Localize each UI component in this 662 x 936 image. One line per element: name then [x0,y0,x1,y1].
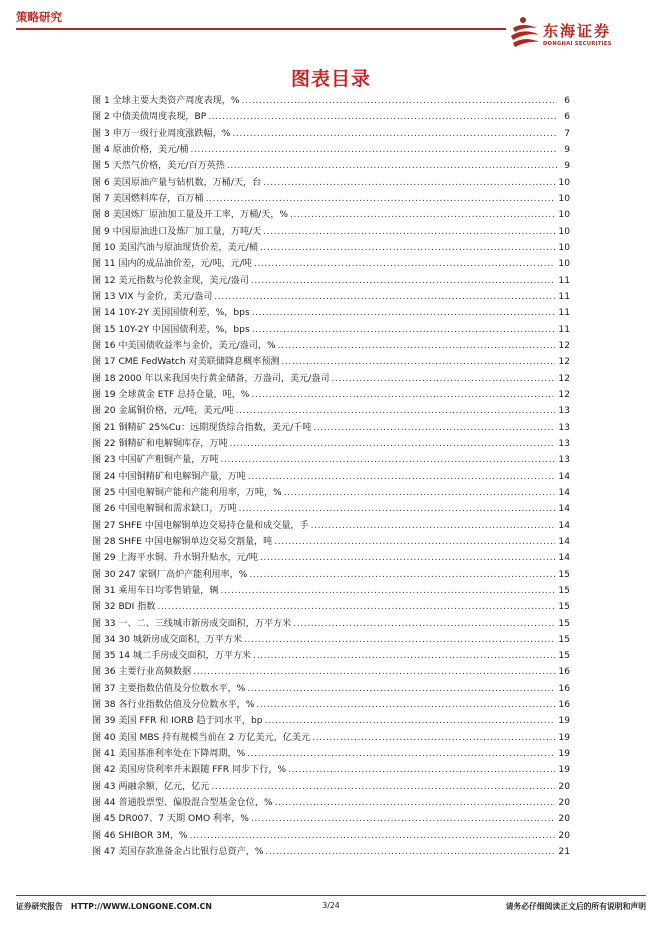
toc-entry[interactable] [92,779,570,795]
logo-chinese-name: 东海证券 [543,22,612,40]
toc-entry-label: 图 47 美国存款准备金占比银行总资产，% [92,847,264,858]
toc-entry-page: 14 [558,487,570,498]
toc-leader-dots [211,779,555,795]
toc-entry[interactable] [92,828,570,844]
toc-entry-label: 图 9 中国原油进口及炼厂加工量，万吨/天 [92,226,262,237]
toc-entry-label: 图 4 原油价格，美元/桶 [92,144,189,155]
toc-leader-dots [248,469,556,485]
toc-entry[interactable] [92,224,570,240]
toc-entry-page: 19 [558,765,570,776]
toc-entry-label: 图 37 主要指数估值及分位数水平，% [92,683,246,694]
toc-entry[interactable] [92,844,570,860]
toc-entry[interactable] [92,403,570,419]
toc-entry-page: 15 [558,634,570,645]
toc-leader-dots [190,142,557,158]
toc-entry-label: 图 40 美国 MBS 持有规模当前在 2 万亿美元，亿美元 [92,732,311,743]
toc-entry-label: 图 22 铜精矿和电解铜库存，万吨 [92,438,228,449]
toc-entry-label: 图 29 上海平水铜、升水铜升贴水，元/吨 [92,553,258,564]
toc-entry-label: 图 34 30 城新房成交面积，万平方米 [92,634,243,645]
section-label: 策略研究 [16,10,62,24]
toc-leader-dots [236,403,556,419]
toc-entry-label: 图 45 DR007、7 天期 OMO 利率，% [92,814,249,825]
toc-leader-dots [220,452,555,468]
toc-leader-dots [275,795,556,811]
toc-entry-page: 19 [558,732,570,743]
toc-entry-label: 图 35 14 城二手房成交面积，万平方米 [92,651,252,662]
toc-entry-page: 12 [558,357,570,368]
toc-entry-page: 19 [558,749,570,760]
toc-leader-dots [251,811,555,827]
toc-entry[interactable] [92,207,570,223]
toc-leader-dots [331,371,555,387]
toc-leader-dots [206,191,556,207]
toc-leader-dots [290,207,555,223]
toc-entry[interactable] [92,240,570,256]
toc-entry-page: 21 [558,847,570,858]
toc-entry[interactable] [92,762,570,778]
toc-leader-dots [260,550,556,566]
toc-entry[interactable] [92,599,570,615]
toc-entry-label: 图 20 金属铜价格，元/吨，美元/吨 [92,406,234,417]
toc-entry-page: 20 [558,798,570,809]
toc-entry[interactable] [92,664,570,680]
toc-entry[interactable] [92,518,570,534]
logo-mark-icon [509,10,541,50]
toc-entry-label: 图 17 CME FedWatch 对美联储降息概率预测 [92,357,280,368]
toc-entry-label: 图 13 VIX 与金价，美元/盎司 [92,291,213,302]
toc-entry-label: 图 6 美国原油产量与钻机数，万桶/天，台 [92,177,262,188]
toc-entry-label: 图 36 主要行业高频数据 [92,667,192,678]
toc-entry[interactable] [92,713,570,729]
toc-entry-label: 图 19 全球黄金 ETF 总持仓量，吨，% [92,389,250,400]
toc-leader-dots [252,305,556,321]
toc-leader-dots [254,256,556,272]
toc-entry-page: 13 [558,406,570,417]
toc-entry-page: 15 [558,569,570,580]
toc-leader-dots [251,273,556,289]
toc-entry-label: 图 26 中国电解铜和需求缺口，万吨 [92,504,237,515]
toc-leader-dots [220,583,555,599]
toc-entry[interactable] [92,501,570,517]
toc-entry-label: 图 24 中国铜精矿和电解铜产量，万吨 [92,471,246,482]
toc-entry-page: 10 [558,242,570,253]
toc-leader-dots [190,828,556,844]
toc-entry[interactable] [92,322,570,338]
toc-entry-label: 图 33 一、二、三线城市新房成交面积，万平方米 [92,618,292,629]
toc-entry[interactable] [92,126,570,142]
toc-leader-dots [293,616,555,632]
toc-entry-page: 13 [558,455,570,466]
toc-entry-label: 图 10 美国汽油与原油现货价差，美元/桶 [92,242,258,253]
toc-entry-page: 12 [558,340,570,351]
toc-entry-page: 16 [558,683,570,694]
header-divider [16,28,506,30]
footer-site: 证券研究报告 HTTP://WWW.LONGONE.COM.CN [16,902,212,911]
toc-entry-label: 图 11 国内的成品油价差，元/吨，元/吨 [92,259,252,270]
toc-entry-page: 10 [558,177,570,188]
toc-entry-label: 图 43 两融余额，亿元，亿元 [92,781,210,792]
toc-leader-dots [256,697,555,713]
toc-entry-page: 10 [558,193,570,204]
toc-entry[interactable] [92,142,570,158]
toc-entry-page: 16 [558,700,570,711]
toc-leader-dots [263,224,555,240]
toc-entry[interactable] [92,746,570,762]
toc-entry-page: 9 [564,161,570,172]
toc-entry-page: 11 [558,275,570,286]
toc-entry-label: 图 23 中国矿产粗铜产量，万吨 [92,455,219,466]
toc-entry-page: 14 [558,504,570,515]
toc-entry-label: 图 25 中国电解铜产能和产能利用率，万吨，% [92,487,282,498]
toc-entry-label: 图 28 SHFE 中国电解铜单边交易交割量，吨 [92,536,273,547]
toc-leader-dots [274,534,555,550]
toc-leader-dots [232,126,557,142]
toc-entry-page: 15 [558,651,570,662]
toc-title: 图表目录 [290,68,371,90]
toc-entry[interactable] [92,256,570,272]
toc-leader-dots [157,599,555,615]
toc-entry-label: 图 16 中美国债收益率与金价，美元/盎司，% [92,340,276,351]
toc-leader-dots [230,436,556,452]
toc-entry[interactable] [92,371,570,387]
toc-entry-label: 图 41 美国基准利率处在下降周期，% [92,749,246,760]
toc-entry[interactable] [92,93,570,109]
toc-entry-label: 图 3 申万一级行业周度涨跌幅，% [92,128,231,139]
toc-entry-label: 图 44 普通股票型、偏股混合型基金仓位，% [92,798,273,809]
page-number: 3/24 [322,901,340,910]
toc-entry-page: 11 [558,324,570,335]
toc-leader-dots [312,730,555,746]
toc-leader-dots [278,338,556,354]
toc-entry[interactable] [92,273,570,289]
toc-entry-page: 16 [558,667,570,678]
toc-entry-page: 9 [564,144,570,155]
toc-leader-dots [242,93,557,109]
toc-leader-dots [288,762,555,778]
toc-entry[interactable] [92,109,570,125]
toc-entry-label: 图 2 中债美债周度表现，BP [92,112,207,123]
toc-entry[interactable] [92,387,570,403]
toc-leader-dots [266,844,556,860]
toc-leader-dots [253,648,555,664]
toc-entry[interactable] [92,485,570,501]
toc-entry-page: 14 [558,471,570,482]
toc-entry-label: 图 5 天然气价格，美元/百万英热 [92,161,225,172]
toc-entry-page: 10 [558,210,570,221]
toc-entry-label: 图 42 美国房贷利率并未跟随 FFR 同步下行，% [92,765,287,776]
toc-entry[interactable] [92,730,570,746]
table-of-figures [92,93,570,860]
toc-entry-label: 图 8 美国炼厂原油加工量及开工率，万桶/天，% [92,210,289,221]
toc-entry-page: 20 [558,814,570,825]
toc-entry-label: 图 21 铜精矿 25%Cu：远期现货综合指数，美元/千吨 [92,422,312,433]
toc-entry[interactable] [92,305,570,321]
toc-entry-page: 10 [558,226,570,237]
toc-entry-label: 图 7 美国燃料库存，百万桶 [92,193,204,204]
toc-entry-page: 20 [558,830,570,841]
toc-entry-page: 19 [558,716,570,727]
toc-entry-label: 图 1 全球主要大类资产周度表现，% [92,96,240,106]
footer-divider [16,895,646,896]
toc-leader-dots [252,322,556,338]
toc-leader-dots [214,289,555,305]
footer-disclaimer: 请务必仔细阅读正文后的所有说明和声明 [505,902,646,911]
toc-entry[interactable] [92,420,570,436]
toc-entry-page: 7 [564,128,570,139]
toc-leader-dots [260,240,556,256]
toc-entry[interactable] [92,697,570,713]
toc-leader-dots [311,518,556,534]
toc-leader-dots [244,632,555,648]
toc-entry-label: 图 27 SHFE 中国电解铜单边交易持仓量和成交量，手 [92,520,309,531]
toc-entry[interactable] [92,338,570,354]
toc-entry[interactable] [92,452,570,468]
toc-entry-page: 14 [558,536,570,547]
toc-entry-page: 6 [564,112,570,123]
toc-entry-page: 20 [558,781,570,792]
company-logo [509,10,649,54]
toc-entry-label: 图 15 10Y-2Y 中国国债利差，%，bps [92,324,250,335]
toc-entry-label: 图 38 各行业指数估值及分位数水平，% [92,700,255,711]
toc-entry[interactable] [92,583,570,599]
toc-entry[interactable] [92,469,570,485]
toc-entry[interactable] [92,534,570,550]
toc-entry[interactable] [92,616,570,632]
toc-entry[interactable] [92,648,570,664]
toc-leader-dots [282,354,556,370]
toc-entry-label: 图 39 美国 FFR 和 IORB 趋于同水平，bp [92,716,263,727]
toc-entry[interactable] [92,175,570,191]
toc-entry[interactable] [92,681,570,697]
toc-entry-label: 图 31 乘用车日均零售销量，辆 [92,585,219,596]
toc-entry-page: 15 [558,618,570,629]
toc-leader-dots [249,567,555,583]
toc-entry-label: 图 46 SHIBOR 3M，% [92,830,188,841]
toc-entry[interactable] [92,354,570,370]
toc-leader-dots [247,681,555,697]
toc-leader-dots [284,485,556,501]
toc-entry-page: 13 [558,422,570,433]
toc-entry[interactable] [92,191,570,207]
toc-entry-page: 10 [558,259,570,270]
toc-entry[interactable] [92,632,570,648]
toc-entry-page: 11 [558,308,570,319]
toc-entry[interactable] [92,550,570,566]
toc-entry[interactable] [92,567,570,583]
logo-english-name: DONGHAI SECURITIES [543,41,612,47]
toc-entry-label: 图 32 BDI 指数 [92,602,156,613]
toc-entry-label: 图 14 10Y-2Y 美国国债利差，%，bps [92,308,250,319]
toc-entry-page: 6 [564,96,570,106]
toc-leader-dots [227,158,557,174]
toc-entry-page: 12 [558,389,570,400]
toc-entry[interactable] [92,436,570,452]
toc-leader-dots [265,713,556,729]
toc-leader-dots [247,746,555,762]
toc-entry-page: 12 [558,373,570,384]
toc-leader-dots [251,387,555,403]
toc-entry[interactable] [92,158,570,174]
toc-leader-dots [263,175,555,191]
toc-entry-page: 14 [558,553,570,564]
toc-leader-dots [193,664,555,680]
toc-entry[interactable] [92,795,570,811]
toc-entry-page: 15 [558,602,570,613]
toc-entry-page: 11 [558,291,570,302]
toc-entry-label: 图 30 247 家钢厂高炉产能利用率，% [92,569,248,580]
toc-entry[interactable] [92,289,570,305]
toc-leader-dots [208,109,557,125]
toc-entry-page: 15 [558,585,570,596]
toc-entry-label: 图 12 美元指数与伦敦金现，美元/盎司 [92,275,249,286]
toc-entry[interactable] [92,811,570,827]
toc-entry-page: 14 [558,520,570,531]
toc-leader-dots [239,501,556,517]
toc-leader-dots [313,420,555,436]
toc-entry-page: 13 [558,438,570,449]
toc-entry-label: 图 18 2000 年以来我国央行黄金储备，万盎司，美元/盎司 [92,373,330,384]
